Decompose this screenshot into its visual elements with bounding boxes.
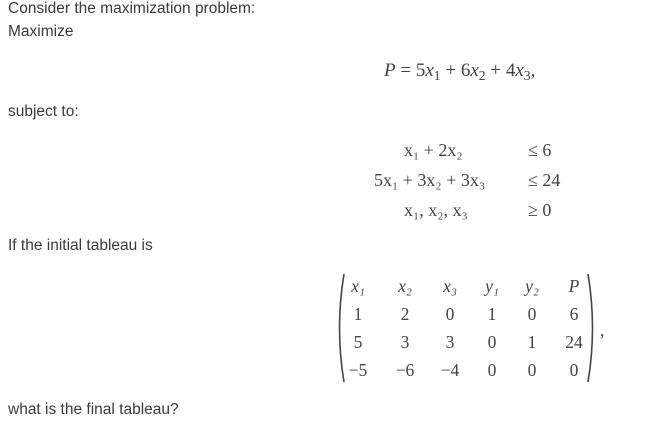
tableau-intro: If the initial tableau is [8, 237, 153, 254]
nonnegativity-relation: ≥ 0 [528, 200, 552, 220]
tableau-header-x1: x₁ [351, 276, 365, 296]
tableau-cell: −5 [348, 360, 368, 380]
maximize-label: Maximize [8, 23, 74, 40]
tableau-cell: 0 [445, 304, 455, 324]
tableau-cell: 0 [487, 360, 497, 380]
constraint-2: 5x₁ + 3x₂ + 3x₃ [374, 170, 486, 190]
intro-text: Consider the maximization problem: [8, 0, 256, 17]
tableau-cell: 0 [527, 304, 537, 324]
tableau-cell: 0 [569, 360, 579, 380]
initial-tableau-matrix [334, 272, 598, 384]
tableau-cell: 1 [353, 304, 363, 324]
objective-function: $P = 5x_1 + 6x_2 + 4x_3$, [384, 60, 536, 83]
tableau-cell: −6 [395, 360, 415, 380]
tableau-cell: 0 [527, 360, 537, 380]
tableau-cell: 6 [569, 304, 579, 324]
constraint-1-relation: ≤ 6 [528, 140, 552, 160]
tableau-header-x3: x₃ [443, 276, 457, 296]
tableau-cell: 1 [527, 332, 537, 352]
tableau-cell: −4 [440, 360, 460, 380]
tableau-cell: 3 [400, 332, 410, 352]
tableau-cell: 5 [353, 332, 363, 352]
tableau-cell: 1 [487, 304, 497, 324]
constraint-2-relation: ≤ 24 [528, 170, 561, 190]
constraint-1: x₁ + 2x₂ [404, 140, 463, 160]
trailing-comma: , [600, 320, 605, 340]
tableau-cell: 24 [565, 332, 583, 352]
tableau-header-p: P [568, 276, 580, 296]
tableau-header-y2: y₂ [525, 276, 539, 296]
tableau-cell: 2 [400, 304, 410, 324]
tableau-header-x2: x₂ [398, 276, 412, 296]
tableau-header-y1: y₁ [485, 276, 499, 296]
nonnegativity-constraint: x₁, x₂, x₃ [404, 200, 468, 220]
tableau-cell: 3 [445, 332, 455, 352]
tableau-cell: 0 [487, 332, 497, 352]
question-text: what is the final tableau? [8, 401, 179, 418]
subject-to-label: subject to: [8, 103, 79, 120]
